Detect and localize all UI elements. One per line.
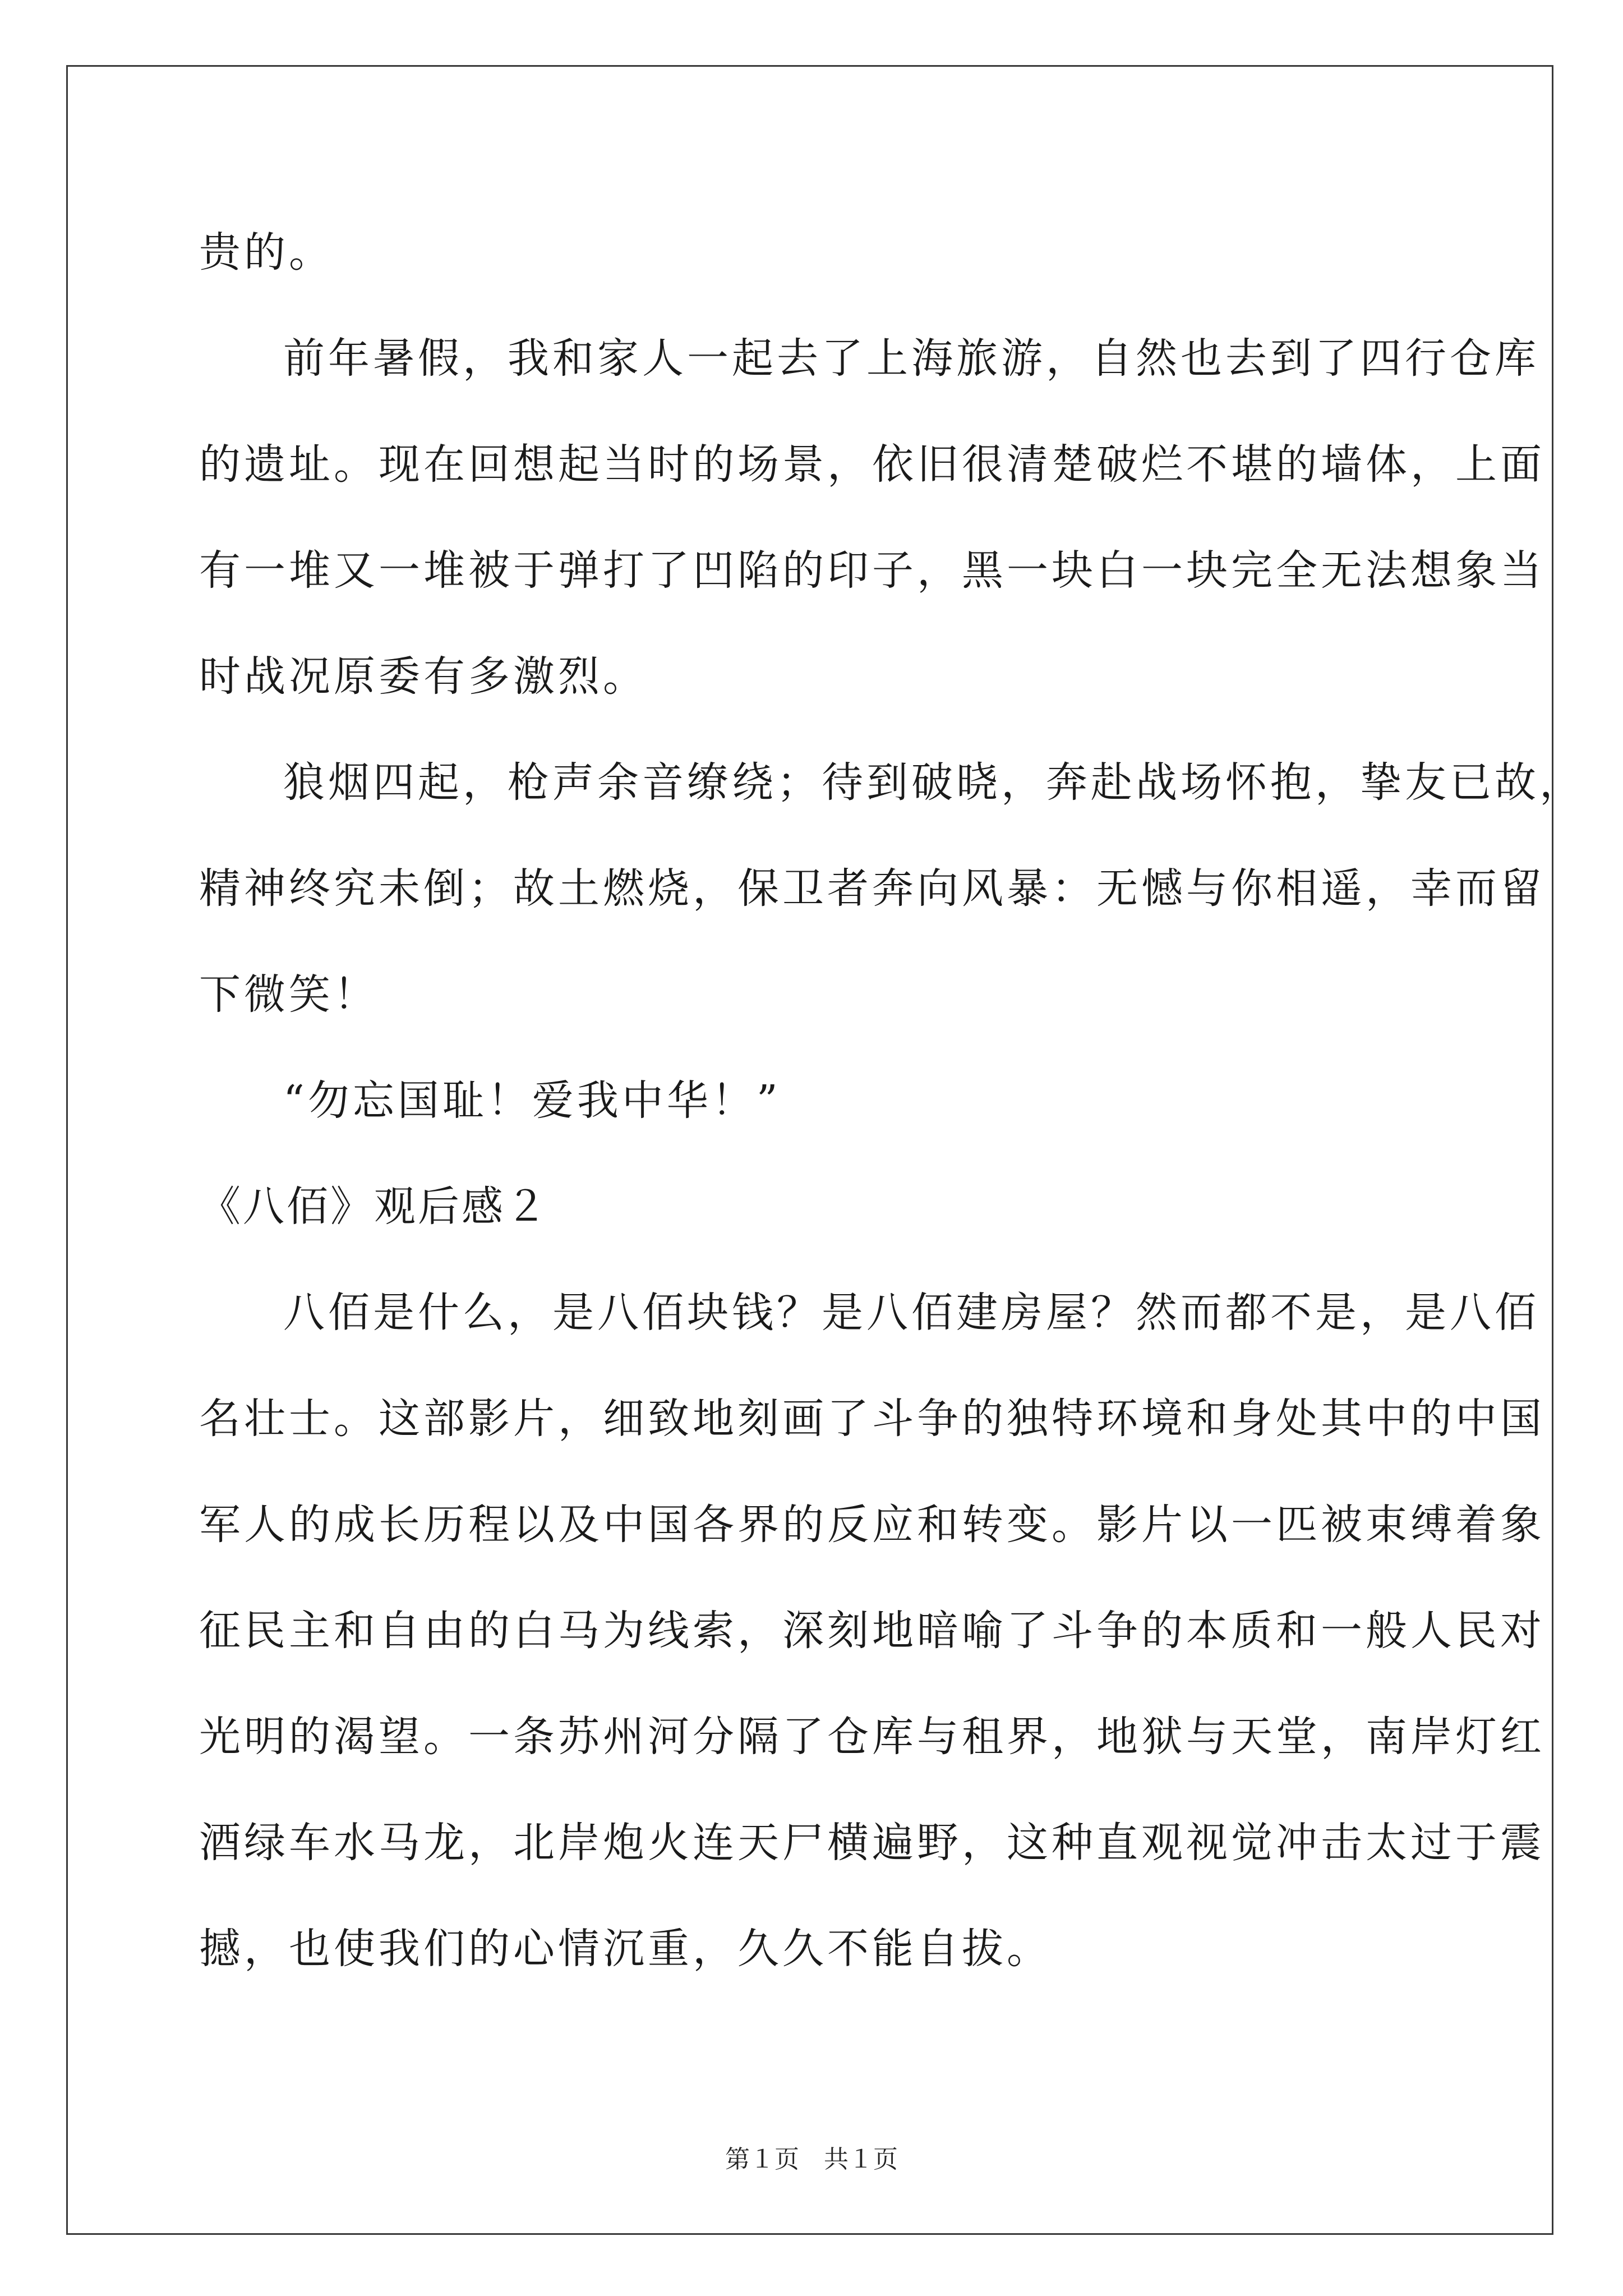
- text-line: 名壮士。这部影片，细致地刻画了斗争的独特环境和身处其中的中国: [199, 1395, 1545, 1443]
- quote-line: “勿忘国耻！爱我中华！”: [283, 1076, 781, 1125]
- text-line: 光明的渴望。一条苏州河分隔了仓库与租界，地狱与天堂，南岸灯红: [199, 1713, 1545, 1761]
- text-line: 军人的成长历程以及中国各界的反应和转变。影片以一匹被束缚着象: [199, 1501, 1545, 1549]
- document-body: [199, 208, 1584, 2010]
- paragraph-first-line: 八佰是什么，是八佰块钱？是八佰建房屋？然而都不是，是八佰: [283, 1289, 1539, 1337]
- paragraph-first-line: 狼烟四起，枪声余音缭绕；待到破晓，奔赴战场怀抱，挚友已故，: [283, 758, 1584, 807]
- text-line: 酒绿车水马龙，北岸炮火连天尸横遍野，这种直观视觉冲击太过于震: [199, 1819, 1545, 1867]
- text-line: 贵的。: [199, 228, 334, 277]
- section-heading: 《八佰》观后感２: [199, 1182, 549, 1231]
- text-line: 下微笑！: [199, 970, 379, 1019]
- text-line: 征民主和自由的白马为线索，深刻地暗喻了斗争的本质和一般人民对: [199, 1607, 1545, 1655]
- page-footer: 第１页 共１页: [725, 2145, 898, 2174]
- text-line: 精神终究未倒；故土燃烧，保卫者奔向风暴：无憾与你相遥，幸而留: [199, 864, 1545, 913]
- text-line: 有一堆又一堆被于弹打了凹陷的印子，黑一块白一块完全无法想象当: [199, 546, 1545, 595]
- text-line: 的遗址。现在回想起当时的场景，依旧很清楚破烂不堪的墙体，上面: [199, 440, 1545, 489]
- text-line: 撼，也使我们的心情沉重，久久不能自拔。: [199, 1925, 1052, 1973]
- text-line: 时战况原委有多激烈。: [199, 652, 648, 701]
- paragraph-first-line: 前年暑假，我和家人一起去了上海旅游，自然也去到了四行仓库: [283, 334, 1539, 383]
